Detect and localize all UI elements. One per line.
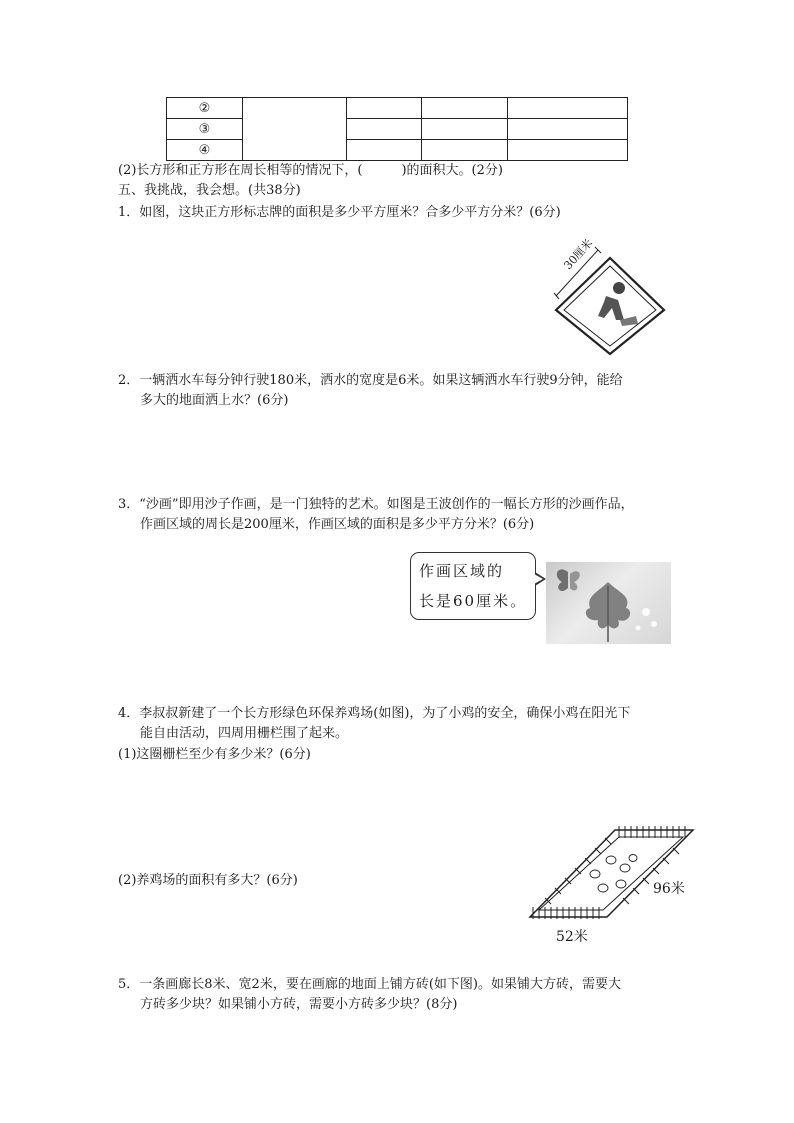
question-text: 4．李叔叔新建了一个长方形绿色环保养鸡场(如图)，为了小鸡的安全，确保小鸡在阳光下 (118, 706, 631, 721)
leaf-butterfly-icon (546, 562, 671, 644)
sub-question-text: (2)养鸡场的面积有多大？(6分) (118, 873, 298, 888)
row-number: ② (167, 98, 243, 119)
table-row (167, 140, 628, 161)
question-text: (2)长方形和正方形在周长相等的情况下，( )的面积大。(2分) (118, 163, 503, 178)
sign-dimension-label: 30厘米 (561, 236, 596, 273)
table-cell (508, 140, 628, 161)
table-cell (422, 119, 508, 140)
table-cell (422, 98, 508, 119)
table-cell (508, 98, 628, 119)
question-text: 作画区域的周长是200厘米，作画区域的面积是多少平方分米？(6分) (140, 517, 535, 532)
table-cell (347, 119, 422, 140)
table-cell (243, 98, 347, 161)
bubble-text: 作画区域的 (419, 562, 505, 580)
dimension-label-length: 52米 (556, 929, 588, 945)
question-text: 3．“沙画”即用沙子作画，是一门独特的艺术。如图是王波创作的一幅长方形的沙画作品， (118, 497, 634, 512)
chicken-farm-figure (525, 822, 700, 922)
table-row (167, 119, 628, 140)
table-row (167, 98, 628, 119)
question-text: 5．一条画廊长8米、宽2米，要在画廊的地面上铺方砖(如下图)。如果铺大方砖，需要大 (118, 977, 621, 992)
row-number: ③ (167, 119, 243, 140)
bubble-pointer-fill (534, 574, 543, 584)
table-cell (347, 140, 422, 161)
question-text: 多大的地面洒上水？(6分) (140, 393, 289, 408)
question-text: 1．如图，这块正方形标志牌的面积是多少平方厘米？合多少平方分米？(6分) (118, 205, 561, 220)
sand-painting-image (546, 562, 671, 644)
table-cell (347, 98, 422, 119)
section-title: 五、我挑战，我会想。(共38分) (118, 183, 301, 198)
question-text: 能自由活动，四周用栅栏围了起来。 (140, 726, 349, 741)
bubble-text: 长是60厘米。 (419, 592, 528, 610)
question-text: 2．一辆洒水车每分钟行驶180米，洒水的宽度是6米。如果这辆洒水车行驶9分钟，能给 (118, 373, 623, 388)
answer-table (166, 97, 628, 161)
row-number: ④ (167, 140, 243, 161)
question-text: 方砖多少块？如果铺小方砖，需要小方砖多少块？(8分) (140, 997, 458, 1012)
dimension-label-width: 96米 (653, 881, 685, 897)
table-cell (422, 140, 508, 161)
table-cell (508, 119, 628, 140)
fence-icon (525, 822, 700, 922)
speech-bubble (410, 552, 536, 620)
sign-figure (546, 236, 674, 358)
sub-question-text: (1)这圈栅栏至少有多少米？(6分) (118, 747, 311, 762)
